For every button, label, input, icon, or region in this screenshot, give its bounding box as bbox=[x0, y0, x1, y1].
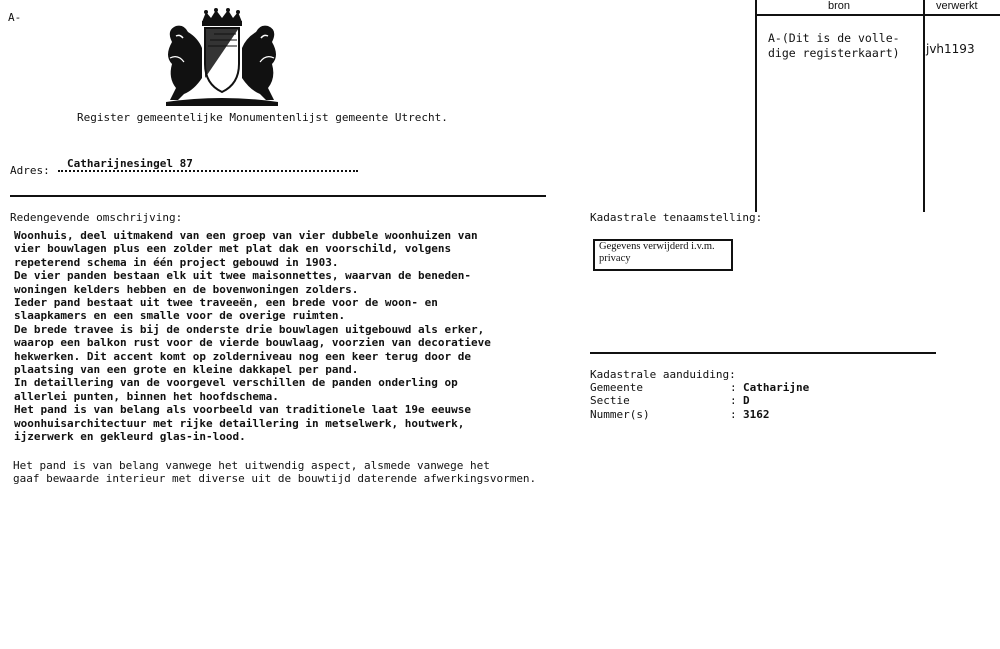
description-line: hekwerken. Dit accent komt op zolderniveau nog een keer terug door de bbox=[14, 349, 471, 363]
table-border-middle bbox=[923, 0, 925, 212]
closing-line: gaaf bewaarde interieur met diverse uit de bouwtijd daterende afwerkingsvormen. bbox=[13, 472, 537, 486]
description-line: plaatsing van een grote en kleine dakkapel per pand. bbox=[14, 363, 359, 377]
cadastral-sep: : bbox=[730, 381, 737, 394]
cadastral-key: Gemeente bbox=[590, 381, 643, 394]
description-line: repeterend schema in één project gebouwd in 1903. bbox=[14, 255, 339, 269]
description-line: woonhuisarchitectuur met rijke detaillering in metselwerk, houtwerk, bbox=[14, 416, 465, 430]
description-line: In detaillering van de voorgevel verschillen de panden onderling op bbox=[14, 376, 458, 390]
description-line: Het pand is van belang als voorbeeld van traditionele laat 19e eeuwse bbox=[14, 403, 471, 417]
cadastral-key: Sectie bbox=[590, 394, 630, 408]
utrecht-coat-of-arms-icon bbox=[158, 8, 286, 110]
table-header-bron: bron bbox=[828, 0, 851, 12]
divider-right bbox=[590, 352, 936, 354]
description-line: slaapkamers en een smalle voor de overige ruimten. bbox=[14, 309, 346, 323]
description-line: ijzerwerk en gekleurd glas-in-lood. bbox=[14, 430, 246, 444]
description-line: waarop een balkon rust voor de vierde bouwlaag, voorzien van decoratieve bbox=[14, 336, 491, 350]
privacy-redaction-box bbox=[593, 239, 733, 271]
description-line: Woonhuis, deel uitmakend van een groep van vier dubbele woonhuizen van bbox=[14, 229, 478, 242]
table-bron-line2: dige registerkaart) bbox=[768, 46, 900, 60]
table-bron-line1: A-(Dit is de volle- bbox=[768, 31, 900, 45]
address-dotted-line bbox=[58, 170, 358, 172]
description-line: woningen kelders hebben en de bovenwoningen zolders. bbox=[14, 282, 359, 296]
description-closing bbox=[13, 459, 536, 486]
description-line: allerlei punten, binnen het hoofdschema. bbox=[14, 389, 279, 403]
description-line: vier bouwlagen plus een zolder met plat dak en voorschild, volgens bbox=[14, 242, 452, 256]
divider-left bbox=[10, 195, 546, 197]
description-line: De vier panden bestaan elk uit twee maisonnettes, waarvan de beneden- bbox=[14, 269, 471, 283]
cadastral-value: 3162 bbox=[743, 407, 770, 421]
cadastral-value: D bbox=[743, 394, 750, 408]
cadastral-key: Nummer(s) bbox=[590, 407, 650, 421]
cadastral-designation-label: Kadastrale aanduiding: bbox=[590, 368, 736, 381]
cadastral-sep: : bbox=[730, 407, 737, 421]
cadastral-sep: : bbox=[730, 394, 737, 408]
description-body bbox=[14, 229, 491, 444]
description-line: De brede travee is bij de onderste drie bouwlagen uitgebouwd als erker, bbox=[14, 322, 485, 336]
address-label: Adres: bbox=[10, 164, 50, 177]
table-verwerkt-value: jvh1193 bbox=[926, 42, 975, 56]
table-header-verwerkt: verwerkt bbox=[936, 0, 978, 12]
table-header-line bbox=[755, 14, 1000, 16]
privacy-line1: Gegevens verwijderd i.v.m. bbox=[599, 241, 715, 252]
corner-label: A- bbox=[8, 11, 22, 24]
cadastral-owner-label: Kadastrale tenaamstelling: bbox=[590, 211, 763, 224]
address-value: Catharijnesingel 87 bbox=[67, 157, 193, 170]
description-line: Ieder pand bestaat uit twee traveeën, een brede voor de woon- en bbox=[14, 296, 438, 310]
privacy-line2: privacy bbox=[599, 253, 631, 264]
closing-line: Het pand is van belang vanwege het uitwendig aspect, alsmede vanwege het bbox=[13, 459, 490, 472]
table-border-left bbox=[755, 0, 757, 212]
register-title: Register gemeentelijke Monumentenlijst gemeente Utrecht. bbox=[77, 111, 448, 124]
cadastral-value: Catharijne bbox=[743, 381, 810, 394]
description-label: Redengevende omschrijving: bbox=[10, 211, 183, 224]
